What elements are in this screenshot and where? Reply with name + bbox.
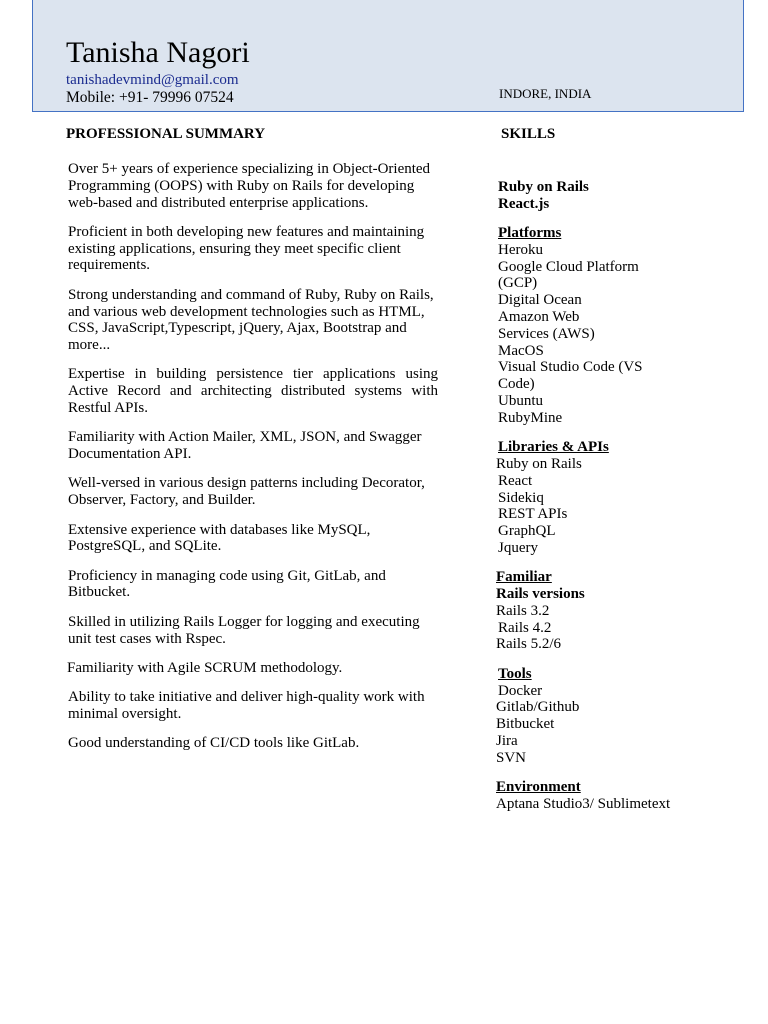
familiar-heading: Familiar — [496, 569, 552, 586]
skill-item: Rails 3.2 — [496, 602, 550, 619]
email-link[interactable]: tanishadevmind@gmail.com — [66, 72, 239, 88]
skill-item: Ruby on Rails — [496, 455, 582, 472]
skill-item: MacOS — [498, 342, 544, 359]
platforms-heading: Platforms — [498, 225, 562, 242]
skills-title: SKILLS — [501, 126, 556, 142]
skill-item: Gitlab/Github — [496, 699, 580, 716]
summary-paragraph: Familiarity with Action Mailer, XML, JSON, and Swagger Documentation API. — [68, 429, 422, 463]
skill-item: Amazon Web Services (AWS) — [498, 309, 595, 342]
location: INDORE, INDIA — [499, 86, 592, 101]
platforms-group — [496, 225, 746, 427]
summary-paragraph: Strong understanding and command of Ruby, Ruby on Rails, and various web development technologies such as HTML, CSS, JavaScript,Typescript, jQuery, Ajax, Bootstrap and more... — [68, 286, 434, 354]
skill-item: Heroku — [498, 241, 543, 258]
summary-paragraph: Proficient in both developing new features and maintaining existing applications, ensuring they meet specific client requirements. — [68, 223, 425, 274]
libraries-heading: Libraries & APIs — [498, 439, 609, 456]
summary-title: PROFESSIONAL SUMMARY — [66, 126, 266, 142]
libraries-group — [496, 439, 746, 557]
skill-item: Google Cloud Platform (GCP) — [498, 258, 639, 292]
skill-item: RubyMine — [498, 409, 563, 426]
skill-item: Docker — [498, 682, 543, 699]
skill-item: Rails 4.2 — [498, 619, 552, 636]
primary-skills — [496, 179, 746, 213]
mobile-number: Mobile: +91- 79996 07524 — [66, 89, 234, 106]
familiar-group — [496, 569, 746, 653]
skill-item: Jquery — [498, 539, 538, 556]
skill-item: React.js — [498, 195, 550, 212]
summary-paragraph: Extensive experience with databases like MySQL, PostgreSQL, and SQLite. — [68, 521, 371, 555]
environment-heading: Environment — [496, 779, 581, 795]
candidate-name: Tanisha Nagori — [66, 36, 250, 69]
skill-item: Rails 5.2/6 — [496, 636, 562, 653]
skill-item: Sidekiq — [498, 489, 544, 506]
familiar-subheading: Rails versions — [496, 586, 585, 603]
skill-item: GraphQL — [498, 523, 556, 540]
skill-item: Bitbucket — [496, 716, 555, 733]
summary-paragraph: Well-versed in various design patterns including Decorator, Observer, Factory, and Builder. — [68, 475, 425, 509]
summary-paragraph: Over 5+ years of experience specializing in Object-Oriented Programming (OOPS) with Ruby on Rails for developing web-based and distributed enterprise applications. — [68, 161, 431, 211]
resume-header — [32, 0, 744, 112]
tools-group — [496, 666, 746, 767]
summary-paragraph: Ability to take initiative and deliver high-quality work with minimal oversight. — [68, 689, 425, 722]
professional-summary — [68, 161, 438, 765]
skills-list — [496, 179, 746, 825]
summary-paragraph: Familiarity with Agile SCRUM methodology. — [67, 659, 343, 676]
skill-item: Digital Ocean — [498, 292, 582, 309]
skill-item: Jira — [496, 732, 518, 749]
skill-item: Visual Studio Code (VS Code) — [498, 359, 643, 393]
skill-item: Ruby on Rails — [498, 179, 589, 195]
summary-paragraph: Proficiency in managing code using Git, GitLab, and Bitbucket. — [68, 567, 386, 601]
summary-paragraph: Good understanding of CI/CD tools like GitLab. — [68, 735, 360, 752]
skill-item: React — [498, 472, 533, 489]
skill-item: Aptana Studio3/ Sublimetext — [496, 795, 671, 812]
skill-item: Ubuntu — [498, 393, 543, 410]
summary-paragraph: Expertise in building persistence tier applications using Active Record and architecting distributed systems with Restful APIs. — [68, 366, 438, 417]
summary-paragraph: Skilled in utilizing Rails Logger for logging and executing unit test cases with Rspec. — [68, 613, 420, 647]
environment-group — [496, 779, 746, 813]
tools-heading: Tools — [498, 665, 532, 682]
skill-item: REST APIs — [498, 506, 568, 523]
skill-item: SVN — [496, 749, 527, 766]
